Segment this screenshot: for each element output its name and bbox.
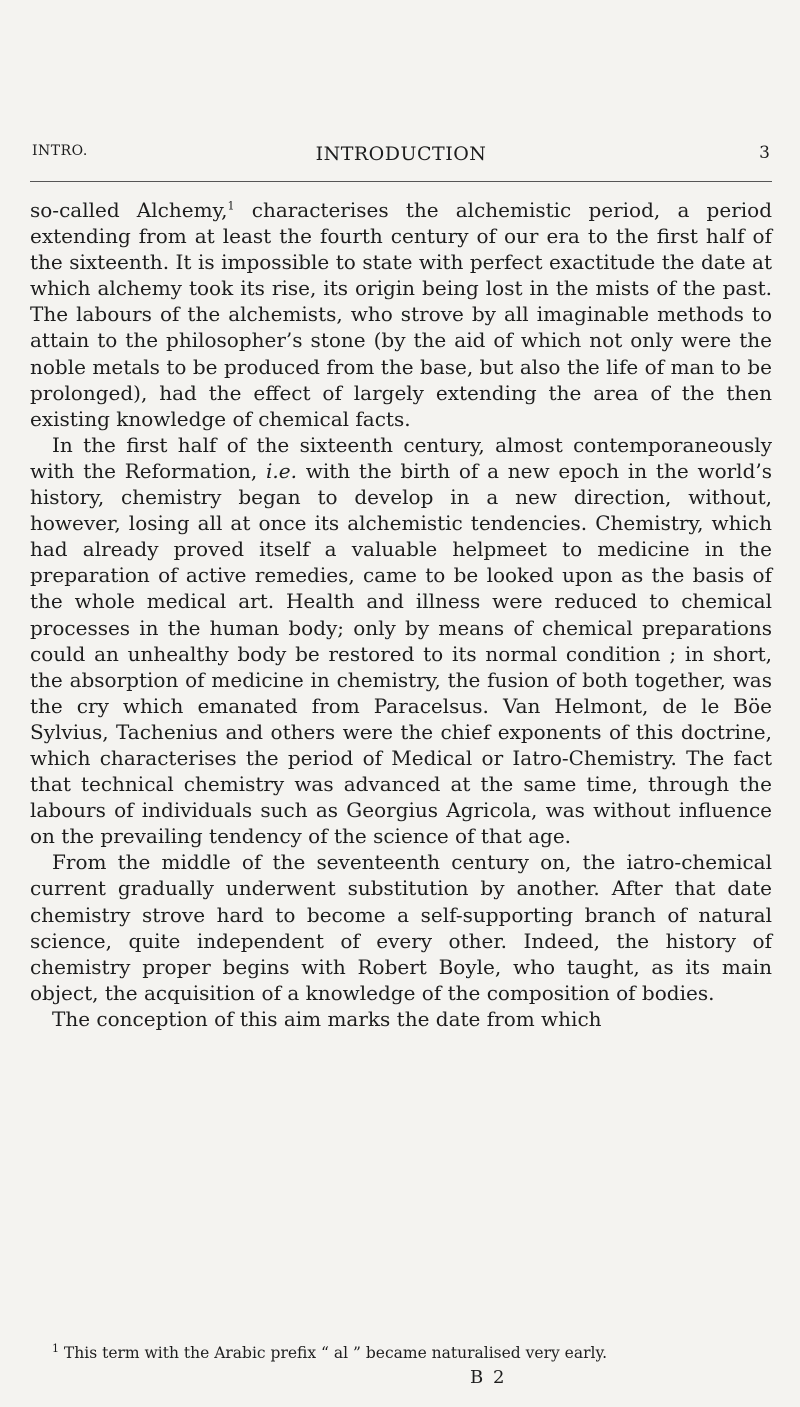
page-number: 3 [759, 143, 770, 163]
paragraph-1: so-called Alchemy,$^1$ characterises the alchemistic period, a period extending from at least the fourth century of our era to the first half of the sixteenth. It is impossible to state with perfect exactitude the date at which alchemy took its rise, its origin being lost in the mists of the past. The labours of the alchemists, who strove by all imaginable methods to attain to the philosopher’s stone (by the aid of which not only were the noble metals to be produced from the base, but also the life of man to be prolonged), had the effect of largely extending the area of the then existing knowledge of chemical facts. [30, 198, 772, 431]
signature-mark: B 2 [470, 1367, 507, 1388]
paragraph-3: From the middle of the seventeenth century on, the iatro-chemical current gradually underwent substitution by another. After that date chemistry strove hard to become a self-supporting branch of natural science, quite independent of every other. Indeed, the history of chemistry proper begins with Robert Boyle, who taught, as its main object, the acquisition of a knowledge of the composition of bodies. [30, 850, 772, 1005]
paragraph-4: The conception of this aim marks the date from which [52, 1006, 602, 1031]
footnote-ref[interactable]: 1 [227, 199, 235, 213]
footnote-text: This term with the Arabic prefix “ al ” became naturalised very early. [59, 1344, 608, 1362]
footnote-marker: 1 [52, 1341, 59, 1355]
page-title: INTRODUCTION [315, 143, 487, 165]
paragraph-2: In the first half of the sixteenth century, almost contemporaneously with the Reformation, i.e. with the birth of a new epoch in the world’s history, chemistry began to develop in a new direction, without, however, losing all at once its alchemistic tendencies. Chemistry, which had already proved itself a valuable helpmeet to medicine in the preparation of active remedies, came to be looked upon as the basis of the whole medical art. Health and illness were reduced to chemical processes in the human body; only by means of chemical preparations could an unhealthy body be restored to its normal condition ; in short, the absorption of medicine in chemistry, the fusion of both together, was the cry which emanated from Paracelsus. Van Helmont, de le Böe Sylvius, Tachenius and others were the chief exponents of this doctrine, which characterises the period of Medical or Iatro-Chemistry. The fact that technical chemistry was advanced at the same time, through the labours of individuals such as Georgius Agricola, was without influence on the prevailing tendency of the science of that age. [30, 432, 772, 849]
section-label: INTRO. [32, 143, 88, 159]
header-rule [30, 181, 772, 182]
footnote [30, 1343, 772, 1363]
body-text [30, 197, 772, 1032]
running-header [30, 143, 772, 167]
